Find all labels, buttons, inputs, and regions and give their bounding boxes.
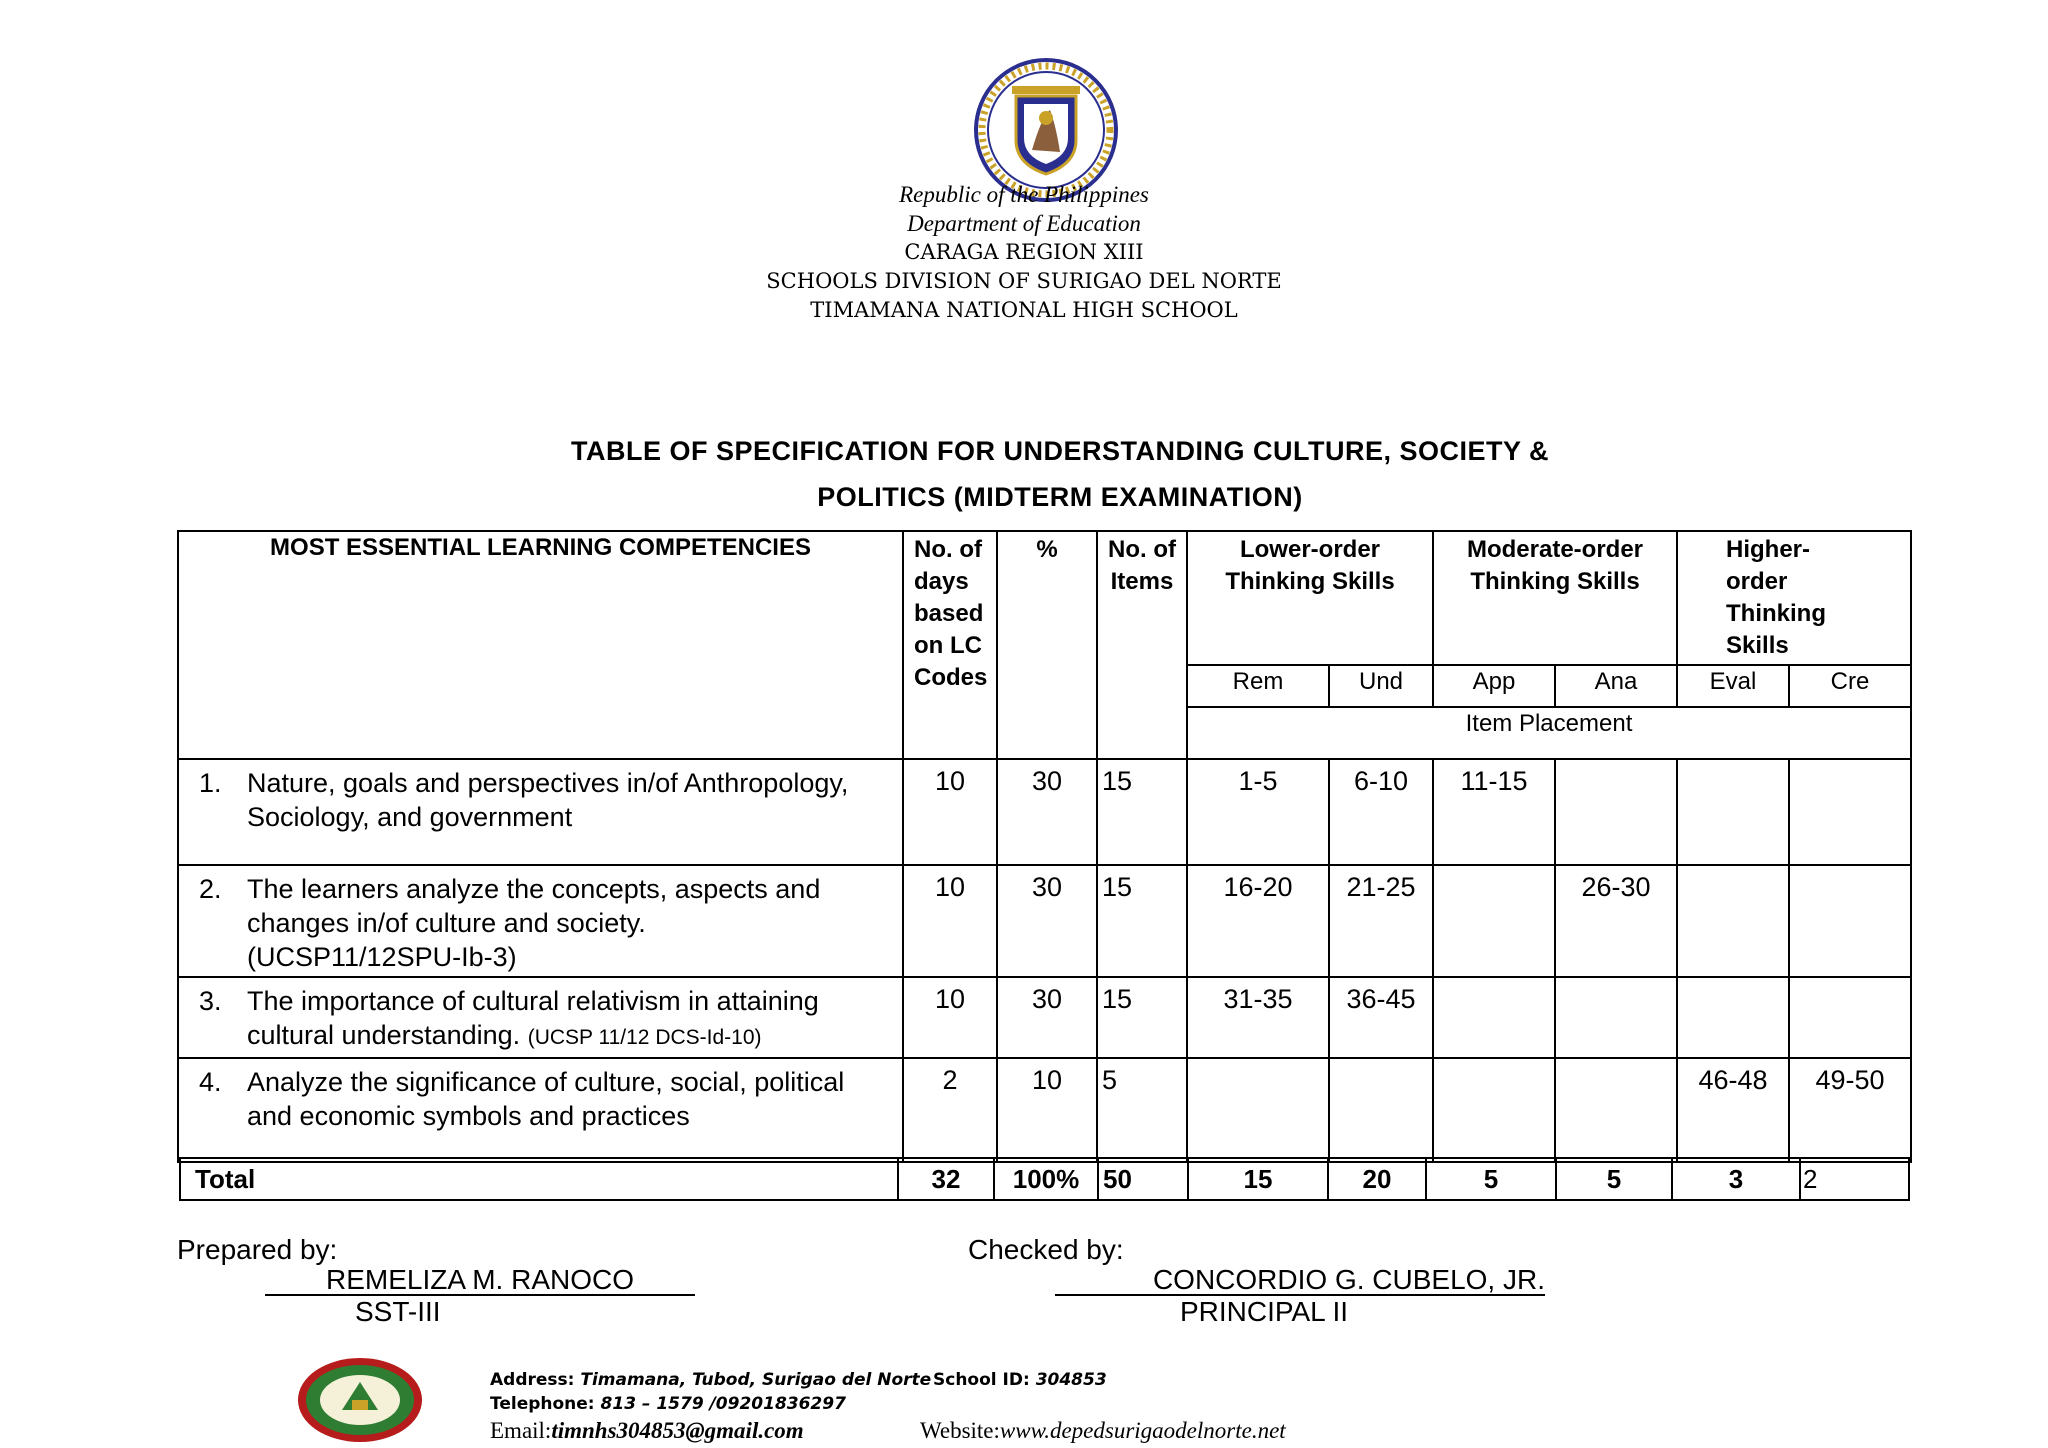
total-percent: 100%: [994, 1158, 1098, 1200]
total-app: 5: [1426, 1158, 1556, 1200]
cre-cell: [1789, 977, 1911, 1058]
table-row: [178, 759, 1911, 865]
competency-code: (UCSP 11/12 DCS-Id-10): [527, 1026, 762, 1049]
footer-address: [490, 1370, 931, 1390]
prepared-by-title: SST-III: [355, 1296, 441, 1327]
footer-address-label: Address:: [490, 1370, 575, 1390]
prepared-by-name: REMELIZA M. RANOCO: [265, 1266, 695, 1296]
footer-school-id-value: 304853: [1035, 1370, 1107, 1390]
competency-cell: [178, 759, 903, 865]
total-label: Total: [180, 1158, 898, 1200]
prepared-by-label: Prepared by:: [177, 1234, 338, 1265]
app-cell: [1433, 865, 1555, 977]
ana-cell: [1555, 1058, 1677, 1162]
app-cell: [1433, 977, 1555, 1058]
checked-by-label: Checked by:: [968, 1234, 1124, 1265]
cre-cell: [1789, 759, 1911, 865]
header-higher-order-text: Higher-order Thinking Skills: [1726, 536, 1826, 659]
items-cell: 5: [1097, 1058, 1187, 1162]
footer-email: [490, 1418, 804, 1444]
total-cre: 2: [1800, 1158, 1909, 1200]
percent-cell: 10: [997, 1058, 1097, 1162]
header-cre: Cre: [1789, 665, 1911, 707]
footer-website: [920, 1418, 1286, 1444]
header-division: SCHOOLS DIVISION OF SURIGAO DEL NORTE: [766, 269, 1282, 293]
competency-text: Nature, goals and perspectives in/of Anthropology, Sociology, and government: [247, 768, 849, 832]
header-rem: Rem: [1187, 665, 1329, 707]
percent-cell: 30: [997, 865, 1097, 977]
total-rem: 15: [1188, 1158, 1328, 1200]
footer-website-label: Website:: [920, 1418, 1000, 1443]
eval-cell: [1677, 977, 1789, 1058]
footer-website-value: www.depedsurigaodelnorte.net: [999, 1418, 1286, 1443]
percent-cell: 30: [997, 759, 1097, 865]
footer-telephone-value: 813 – 1579 /09201836297: [600, 1394, 846, 1414]
header-moderate-order-text: Moderate-order Thinking Skills: [1466, 536, 1644, 595]
header-item-placement: Item Placement: [1187, 707, 1911, 759]
total-days: 32: [898, 1158, 994, 1200]
checked-by-name: CONCORDIO G. CUBELO, JR.: [1055, 1266, 1545, 1296]
competency-number: 2.: [199, 874, 222, 904]
table-row: [178, 1058, 1911, 1162]
specification-table: [177, 530, 1912, 1163]
und-cell: 21-25: [1329, 865, 1433, 977]
competency-text: The learners analyze the concepts, aspects and changes in/of culture and society. (UCSP11/12SPU-Ib-3): [247, 874, 821, 972]
competency-text: Analyze the significance of culture, social, political and economic symbols and practices: [247, 1067, 845, 1131]
footer-email-value: timnhs304853@gmail.com: [551, 1418, 804, 1443]
competency-text-wrap: [247, 984, 867, 1055]
eval-cell: [1677, 865, 1789, 977]
competency-number: 4.: [199, 1067, 222, 1097]
ana-cell: [1555, 759, 1677, 865]
agency-header: [0, 180, 2048, 325]
header-app: App: [1433, 665, 1555, 707]
days-cell: 10: [903, 759, 997, 865]
rem-cell: 1-5: [1187, 759, 1329, 865]
competency-cell: [178, 977, 903, 1058]
total-und: 20: [1328, 1158, 1426, 1200]
und-cell: [1329, 1058, 1433, 1162]
rem-cell: [1187, 1058, 1329, 1162]
footer-telephone: [490, 1394, 846, 1414]
header-und: Und: [1329, 665, 1433, 707]
app-cell: 11-15: [1433, 759, 1555, 865]
ana-cell: 26-30: [1555, 865, 1677, 977]
footer-telephone-label: Telephone:: [490, 1394, 595, 1414]
app-cell: [1433, 1058, 1555, 1162]
days-cell: 10: [903, 977, 997, 1058]
percent-cell: 30: [997, 977, 1097, 1058]
header-republic: Republic of the Philippines: [899, 182, 1149, 207]
header-region: CARAGA REGION XIII: [904, 240, 1144, 264]
rem-cell: 31-35: [1187, 977, 1329, 1058]
school-logo: [296, 1356, 424, 1444]
days-cell: 2: [903, 1058, 997, 1162]
competency-number: 1.: [199, 768, 222, 798]
table-row: [178, 865, 1911, 977]
rem-cell: 16-20: [1187, 865, 1329, 977]
document-title-line-2: POLITICS (MIDTERM EXAMINATION): [817, 482, 1303, 512]
total-ana: 5: [1556, 1158, 1672, 1200]
ana-cell: [1555, 977, 1677, 1058]
checked-by-title: PRINCIPAL II: [1180, 1296, 1349, 1327]
header-school: TIMAMANA NATIONAL HIGH SCHOOL: [810, 298, 1238, 322]
competency-cell: [178, 1058, 903, 1162]
footer-school-id: [933, 1370, 1107, 1390]
header-higher-order: [1677, 531, 1911, 665]
header-moderate-order: [1433, 531, 1677, 665]
header-department: Department of Education: [907, 211, 1141, 236]
days-cell: 10: [903, 865, 997, 977]
items-cell: 15: [1097, 759, 1187, 865]
header-competencies: MOST ESSENTIAL LEARNING COMPETENCIES: [178, 531, 903, 759]
competency-text: The importance of cultural relativism in attaining cultural understanding.: [247, 986, 819, 1050]
header-lower-order: [1187, 531, 1433, 665]
total-eval: 3: [1672, 1158, 1800, 1200]
footer-email-label: Email:: [490, 1418, 552, 1443]
footer-school-id-label: School ID:: [933, 1370, 1030, 1390]
cre-cell: [1789, 865, 1911, 977]
footer-address-value: Timamana, Tubod, Surigao del Norte: [580, 1370, 932, 1390]
header-days: No. of days based on LC Codes: [903, 531, 997, 759]
items-cell: 15: [1097, 977, 1187, 1058]
header-ana: Ana: [1555, 665, 1677, 707]
total-items: 50: [1098, 1158, 1188, 1200]
header-items: No. of Items: [1097, 531, 1187, 759]
und-cell: 36-45: [1329, 977, 1433, 1058]
document-title-line-1: TABLE OF SPECIFICATION FOR UNDERSTANDING CULTURE, SOCIETY &: [570, 436, 1549, 466]
competency-number: 3.: [199, 986, 222, 1016]
eval-cell: 46-48: [1677, 1058, 1789, 1162]
header-lower-order-text: Lower-order Thinking Skills: [1225, 536, 1395, 595]
header-percent: %: [997, 531, 1097, 759]
table-row: [178, 977, 1911, 1058]
header-eval: Eval: [1677, 665, 1789, 707]
items-cell: 15: [1097, 865, 1187, 977]
total-row-table: [179, 1157, 1910, 1201]
cre-cell: 49-50: [1789, 1058, 1911, 1162]
eval-cell: [1677, 759, 1789, 865]
und-cell: 6-10: [1329, 759, 1433, 865]
competency-cell: [178, 865, 903, 977]
